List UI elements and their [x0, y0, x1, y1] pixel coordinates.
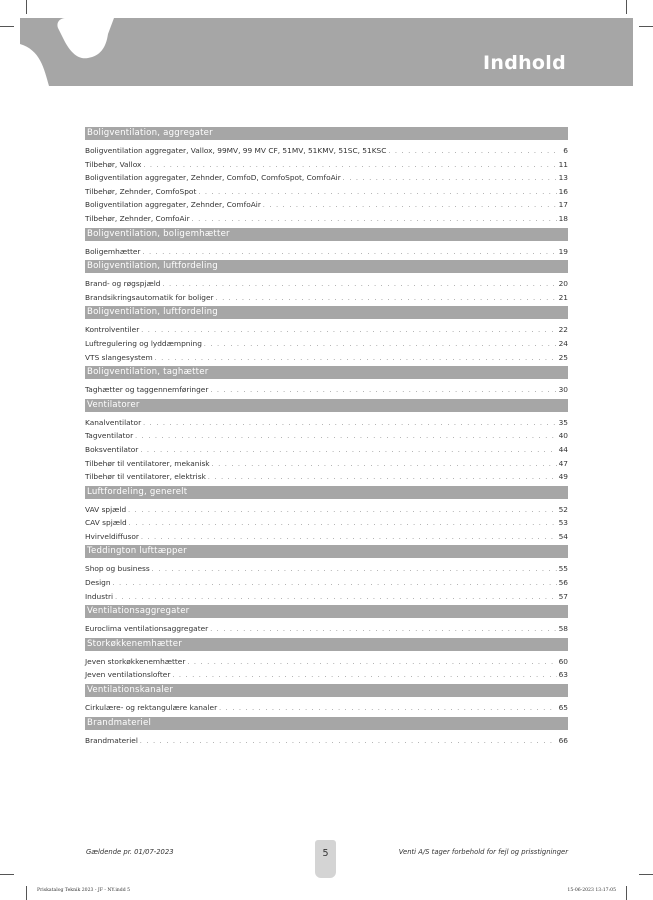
- toc-entry-title: Jeven storkøkkenemhætter: [85, 656, 186, 666]
- page-number: 5: [322, 848, 329, 859]
- dot-leader: [216, 292, 557, 306]
- crop-mark: [626, 0, 627, 14]
- print-slug-file: Priskatalog Teknik 2023 - JF - NY.indd 5: [37, 888, 131, 893]
- dot-leader: [143, 417, 556, 431]
- section-heading: Teddington lufttæpper: [85, 545, 568, 558]
- toc-entry[interactable]: [85, 416, 568, 430]
- dot-leader: [208, 471, 557, 485]
- section-heading: Ventilatorer: [85, 399, 568, 412]
- toc-entry-page: 52: [558, 504, 568, 514]
- footer-validity-note: Gældende pr. 01/07-2023: [86, 848, 174, 856]
- toc-entry-title: Brand- og røgspjæld: [85, 279, 161, 289]
- section-heading: Ventilationskanaler: [85, 684, 568, 697]
- section-heading: Boligventilation, taghætter: [85, 366, 568, 379]
- crop-mark: [0, 874, 14, 875]
- toc-entry[interactable]: [85, 622, 568, 636]
- footer-disclaimer: Venti A/S tager forbehold for fejl og prisstigninger: [398, 848, 568, 856]
- dot-leader: [135, 430, 556, 444]
- toc-entry[interactable]: [85, 576, 568, 590]
- toc-entry-title: Tilbehør, Zehnder, ComfoAir: [85, 213, 190, 223]
- toc-entry-page: 11: [558, 159, 568, 169]
- dot-leader: [129, 517, 557, 531]
- toc-entry-page: 66: [558, 735, 568, 745]
- toc-entry-page: 54: [558, 531, 568, 541]
- toc-entry-title: Tilbehør, Zehnder, ComfoSpot: [85, 186, 197, 196]
- dot-leader: [172, 669, 556, 683]
- dot-leader: [192, 213, 557, 227]
- section-heading: Boligventilation, luftfordeling: [85, 306, 568, 319]
- toc-entry[interactable]: [85, 245, 568, 259]
- dot-leader: [219, 702, 556, 716]
- dot-leader: [198, 186, 556, 200]
- toc-entry-page: 63: [558, 670, 568, 680]
- crop-mark: [639, 874, 653, 875]
- toc-entry-page: 56: [558, 578, 568, 588]
- toc-entry-title: Boligemhætter: [85, 246, 141, 256]
- toc-entry[interactable]: [85, 590, 568, 604]
- toc-entry-page: 60: [558, 656, 568, 666]
- toc-entry-page: 25: [558, 352, 568, 362]
- dot-leader: [142, 246, 556, 260]
- toc-entry-title: Design: [85, 578, 111, 588]
- toc-entry-title: Tilbehør til ventilatorer, mekanisk: [85, 458, 210, 468]
- toc-entry-page: 49: [558, 472, 568, 482]
- dot-leader: [141, 531, 557, 545]
- toc-entry-title: Kanalventilator: [85, 417, 142, 427]
- toc-entry[interactable]: [85, 655, 568, 669]
- section-heading: Boligventilation, aggregater: [85, 127, 568, 140]
- toc-entry[interactable]: [85, 383, 568, 397]
- toc-entry[interactable]: [85, 323, 568, 337]
- toc-entry-page: 24: [558, 338, 568, 348]
- toc-entry-page: 20: [558, 279, 568, 289]
- toc-entry[interactable]: [85, 443, 568, 457]
- toc-entry-title: Boksventilator: [85, 444, 139, 454]
- toc-entry-page: 65: [558, 703, 568, 713]
- section-heading: Luftfordeling, generelt: [85, 486, 568, 499]
- toc-entry-page: 21: [558, 292, 568, 302]
- toc-entry[interactable]: [85, 530, 568, 544]
- toc-entry-title: Brandmateriel: [85, 735, 138, 745]
- toc-entry-title: CAV spjæld: [85, 518, 127, 528]
- toc-entry-page: 55: [558, 564, 568, 574]
- toc-entry-title: VTS slangesystem: [85, 352, 153, 362]
- toc-entry-title: Euroclima ventilationsaggregater: [85, 624, 209, 634]
- toc-entry-title: Boligventilation aggregater, Zehnder, ComfoAir: [85, 200, 261, 210]
- toc-entry[interactable]: [85, 185, 568, 199]
- dot-leader: [210, 384, 556, 398]
- dot-leader: [343, 172, 557, 186]
- toc-entry[interactable]: [85, 277, 568, 291]
- toc-entry-title: Tilbehør til ventilatorer, elektrisk: [85, 472, 206, 482]
- toc-entry-title: Luftregulering og lyddæmpning: [85, 338, 202, 348]
- toc-entry[interactable]: [85, 470, 568, 484]
- toc-entry-page: 44: [558, 444, 568, 454]
- toc-entry-title: Cirkulære- og rektangulære kanaler: [85, 703, 218, 713]
- toc-entry[interactable]: [85, 212, 568, 226]
- toc-entry-title: Hvirveldiffusor: [85, 531, 139, 541]
- page-title: Indhold: [483, 52, 566, 74]
- toc-entry-page: 17: [558, 200, 568, 210]
- section-heading: Boligventilation, luftfordeling: [85, 260, 568, 273]
- toc-entry-page: 18: [558, 213, 568, 223]
- toc-entry-title: Industri: [85, 591, 114, 601]
- dot-leader: [162, 278, 556, 292]
- toc-entry[interactable]: [85, 171, 568, 185]
- crop-mark: [0, 26, 14, 27]
- dot-leader: [204, 338, 557, 352]
- dot-leader: [210, 623, 556, 637]
- toc-entry-title: Kontrolventiler: [85, 325, 140, 335]
- section-heading: Boligventilation, boligemhætter: [85, 228, 568, 241]
- toc-entry[interactable]: [85, 668, 568, 682]
- toc-entry[interactable]: [85, 429, 568, 443]
- table-of-contents: [85, 127, 568, 749]
- crop-mark: [26, 0, 27, 14]
- toc-entry-page: 40: [558, 431, 568, 441]
- toc-entry-page: 47: [558, 458, 568, 468]
- toc-entry[interactable]: [85, 562, 568, 576]
- dot-leader: [388, 145, 561, 159]
- toc-entry[interactable]: [85, 144, 568, 158]
- toc-entry-title: Boligventilation aggregater, Zehnder, ComfoD, ComfoSpot, ComfoAir: [85, 173, 341, 183]
- toc-entry-page: 16: [558, 186, 568, 196]
- toc-entry-title: Tilbehør, Vallox: [85, 159, 142, 169]
- toc-entry-page: 58: [558, 624, 568, 634]
- toc-entry-page: 22: [558, 325, 568, 335]
- toc-entry-title: Taghætter og taggennemføringer: [85, 385, 209, 395]
- toc-entry[interactable]: [85, 351, 568, 365]
- toc-entry-title: Boligventilation aggregater, Vallox, 99MV, 99 MV CF, 51MV, 51KMV, 51SC, 51KSC: [85, 146, 387, 155]
- toc-entry[interactable]: [85, 198, 568, 212]
- toc-entry-title: Brandsikringsautomatik for boliger: [85, 292, 214, 302]
- toc-entry[interactable]: [85, 503, 568, 517]
- page-number-tab: [315, 840, 336, 878]
- dot-leader: [187, 656, 556, 670]
- toc-entry[interactable]: [85, 734, 568, 748]
- toc-entry-title: Tagventilator: [85, 431, 134, 441]
- dot-leader: [143, 159, 556, 173]
- section-heading: Storkøkkenemhætter: [85, 638, 568, 651]
- toc-entry[interactable]: [85, 337, 568, 351]
- toc-entry-page: 19: [558, 246, 568, 256]
- dot-leader: [115, 591, 557, 605]
- toc-entry-page: 57: [558, 591, 568, 601]
- dot-leader: [212, 458, 557, 472]
- toc-entry[interactable]: [85, 457, 568, 471]
- toc-entry[interactable]: [85, 291, 568, 305]
- dot-leader: [140, 735, 557, 749]
- toc-entry-page: 6: [563, 146, 568, 155]
- dot-leader: [141, 324, 556, 338]
- toc-entry[interactable]: [85, 516, 568, 530]
- crop-mark: [626, 886, 627, 900]
- dot-leader: [263, 199, 557, 213]
- dot-leader: [152, 563, 557, 577]
- dot-leader: [155, 352, 557, 366]
- toc-entry-title: VAV spjæld: [85, 504, 127, 514]
- toc-entry-title: Shop og business: [85, 564, 150, 574]
- toc-entry-page: 53: [558, 518, 568, 528]
- toc-entry[interactable]: [85, 158, 568, 172]
- section-heading: Ventilationsaggregater: [85, 605, 568, 618]
- print-slug-date: 15-06-2023 13:17:05: [567, 888, 616, 893]
- toc-entry-page: 13: [558, 173, 568, 183]
- dot-leader: [128, 504, 556, 518]
- toc-entry-page: 30: [558, 385, 568, 395]
- toc-entry[interactable]: [85, 701, 568, 715]
- crop-mark: [639, 26, 653, 27]
- dot-leader: [113, 577, 557, 591]
- toc-entry-title: Jeven ventilationslofter: [85, 670, 171, 680]
- toc-entry-page: 35: [558, 417, 568, 427]
- crop-mark: [26, 886, 27, 900]
- section-heading: Brandmateriel: [85, 717, 568, 730]
- dot-leader: [140, 444, 556, 458]
